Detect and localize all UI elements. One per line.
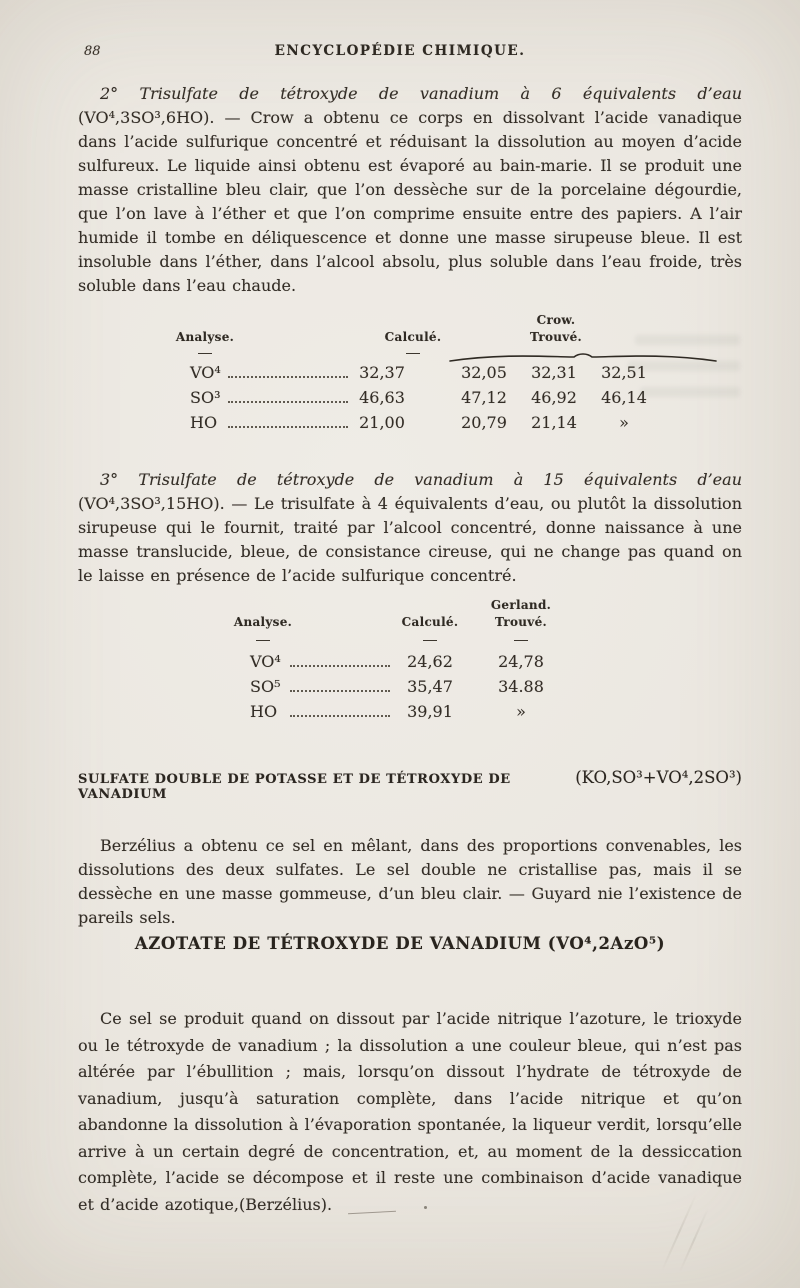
row-label: HO [190, 413, 218, 432]
heading-azotate: AZOTATE DE TÉTROXYDE DE VANADIUM (VO⁴,2AzO⁵) [134, 934, 666, 953]
column-header-analyse: Analyse. [175, 330, 235, 344]
cell-trouve-3: 46,14 [601, 388, 647, 407]
paragraph-trisulfate-15eq-lead: 3° Trisulfate de tétroxyde de vanadium à 15 équivalents d’eau [100, 470, 742, 489]
heading-sulfate-double-formula: (KO,SO³+VO⁴,2SO³) [575, 768, 742, 787]
cell-calcule: 32,37 [359, 363, 405, 382]
row-label: VO⁴ [250, 652, 281, 671]
heading-sulfate-double [78, 768, 742, 802]
cell-trouve-1: 32,05 [461, 363, 507, 382]
row-label: VO⁴ [190, 363, 221, 382]
group-brace [448, 348, 718, 360]
dot-leader [228, 413, 348, 428]
header-underline-dash [423, 640, 437, 641]
column-header-analyse: Analyse. [233, 615, 293, 629]
page-number: 88 [84, 44, 101, 59]
scan-bleed-artifact [640, 387, 740, 397]
column-header-trouve: Trouvé. [495, 615, 547, 629]
analysis-table-gerland [0, 596, 800, 731]
cell-trouve: 24,78 [498, 652, 544, 671]
cell-trouve-3: 32,51 [601, 363, 647, 382]
cell-trouve-2: 46,92 [531, 388, 577, 407]
header-underline-dash [256, 640, 270, 641]
cell-trouve: » [516, 702, 526, 721]
cell-calcule: 21,00 [359, 413, 405, 432]
paragraph-azotate: Ce sel se produit quand on dissout par l’acide nitrique l’azoture, le trioxyde ou le tétroxyde de vanadium ; la dissolution a une couleur bleue, qui n’est pas altérée par l’ébullition ; mais, lorsqu’on dissout l’hydrate de tétroxyde de vanadium, jusqu’à saturation complète, dans l’acide nitrique et qu’on abandonne la dissolution à l’évaporation spontanée, la liqueur verdit, lorsqu’elle arrive à un certain degré de concentration, et, au moment de la dessiccation complète, l’acide se décompose et il reste une combinaison d’acide vanadique et d’acide azotique,(Berzélius). [78, 1009, 742, 1214]
paragraph-trisulfate-15eq [78, 468, 742, 588]
column-header-group-crow: Crow. [536, 313, 576, 327]
column-header-trouve: Trouvé. [530, 330, 582, 344]
cell-calcule: 46,63 [359, 388, 405, 407]
page-header-title: ENCYCLOPÉDIE CHIMIQUE. [274, 43, 526, 59]
dot-leader [228, 363, 348, 378]
cell-trouve: 34.88 [498, 677, 544, 696]
paragraph-trisulfate-6eq-lead: 2° Trisulfate de tétroxyde de vanadium à 6 équivalents d’eau [100, 84, 742, 103]
cell-trouve-3: » [619, 413, 629, 432]
cell-calcule: 35,47 [407, 677, 453, 696]
paragraph-trisulfate-6eq [78, 82, 742, 298]
scan-bleed-artifact [628, 361, 740, 371]
analysis-table-crow [0, 311, 800, 441]
paragraph-trisulfate-6eq-body: (VO⁴,3SO³,6HO). — Crow a obtenu ce corps en dissolvant l’acide vanadique dans l’acide sulfurique concentré et réduisant la dissolution au moyen d’acide sulfureux. Le liquide ainsi obtenu est évaporé au bain-marie. Il se produit une masse cristalline bleu clair, que l’on dessèche sur de la porcelaine dégourdie, que l’on lave à l’éther et que l’on comprime ensuite entre des papiers. A l’air humide il tombe en déliquescence et donne une masse sirupeuse bleue. Il est insoluble dans l’éther, dans l’alcool absolu, plus soluble dans l’eau froide, très soluble dans l’eau chaude. [78, 108, 742, 295]
paragraph-trisulfate-15eq-body: (VO⁴,3SO³,15HO). — Le trisulfate à 4 équivalents d’eau, ou plutôt la dissolution sirupeuse qui le fournit, traité par l’alcool concentré, donne naissance à une masse translucide, bleue, de consistance cireuse, qui ne change pas quand on le laisse en présence de l’acide sulfurique concentré. [78, 494, 742, 585]
cell-trouve-2: 32,31 [531, 363, 577, 382]
cell-trouve-2: 21,14 [531, 413, 577, 432]
cell-trouve-1: 47,12 [461, 388, 507, 407]
dot-leader [290, 677, 390, 692]
cell-trouve-1: 20,79 [461, 413, 507, 432]
heading-sulfate-double-caps: SULFATE DOUBLE DE POTASSE ET DE TÉTROXYDE DE VANADIUM [78, 772, 511, 802]
column-header-calcule: Calculé. [401, 615, 459, 629]
cell-calcule: 39,91 [407, 702, 453, 721]
scan-bleed-artifact [635, 335, 740, 345]
cell-calcule: 24,62 [407, 652, 453, 671]
scan-smudge-artifact [424, 1206, 427, 1209]
dot-leader [290, 652, 390, 667]
row-label: HO [250, 702, 278, 721]
dot-leader [290, 702, 390, 717]
header-underline-dash [406, 353, 420, 354]
header-underline-dash [198, 353, 212, 354]
column-header-group-gerland: Gerland. [490, 598, 552, 612]
dot-leader [228, 388, 348, 403]
header-underline-dash [514, 640, 528, 641]
row-label: SO³ [190, 388, 221, 407]
paragraph-berzelius: Berzélius a obtenu ce sel en mêlant, dans des proportions convenables, les dissolutions des deux sulfates. Le sel double ne cristallise pas, mais il se dessèche en une masse gommeuse, d’un bleu clair. — Guyard nie l’existence de pareils sels. [78, 836, 742, 927]
column-header-calcule: Calculé. [384, 330, 442, 344]
row-label: SO⁵ [250, 677, 281, 696]
